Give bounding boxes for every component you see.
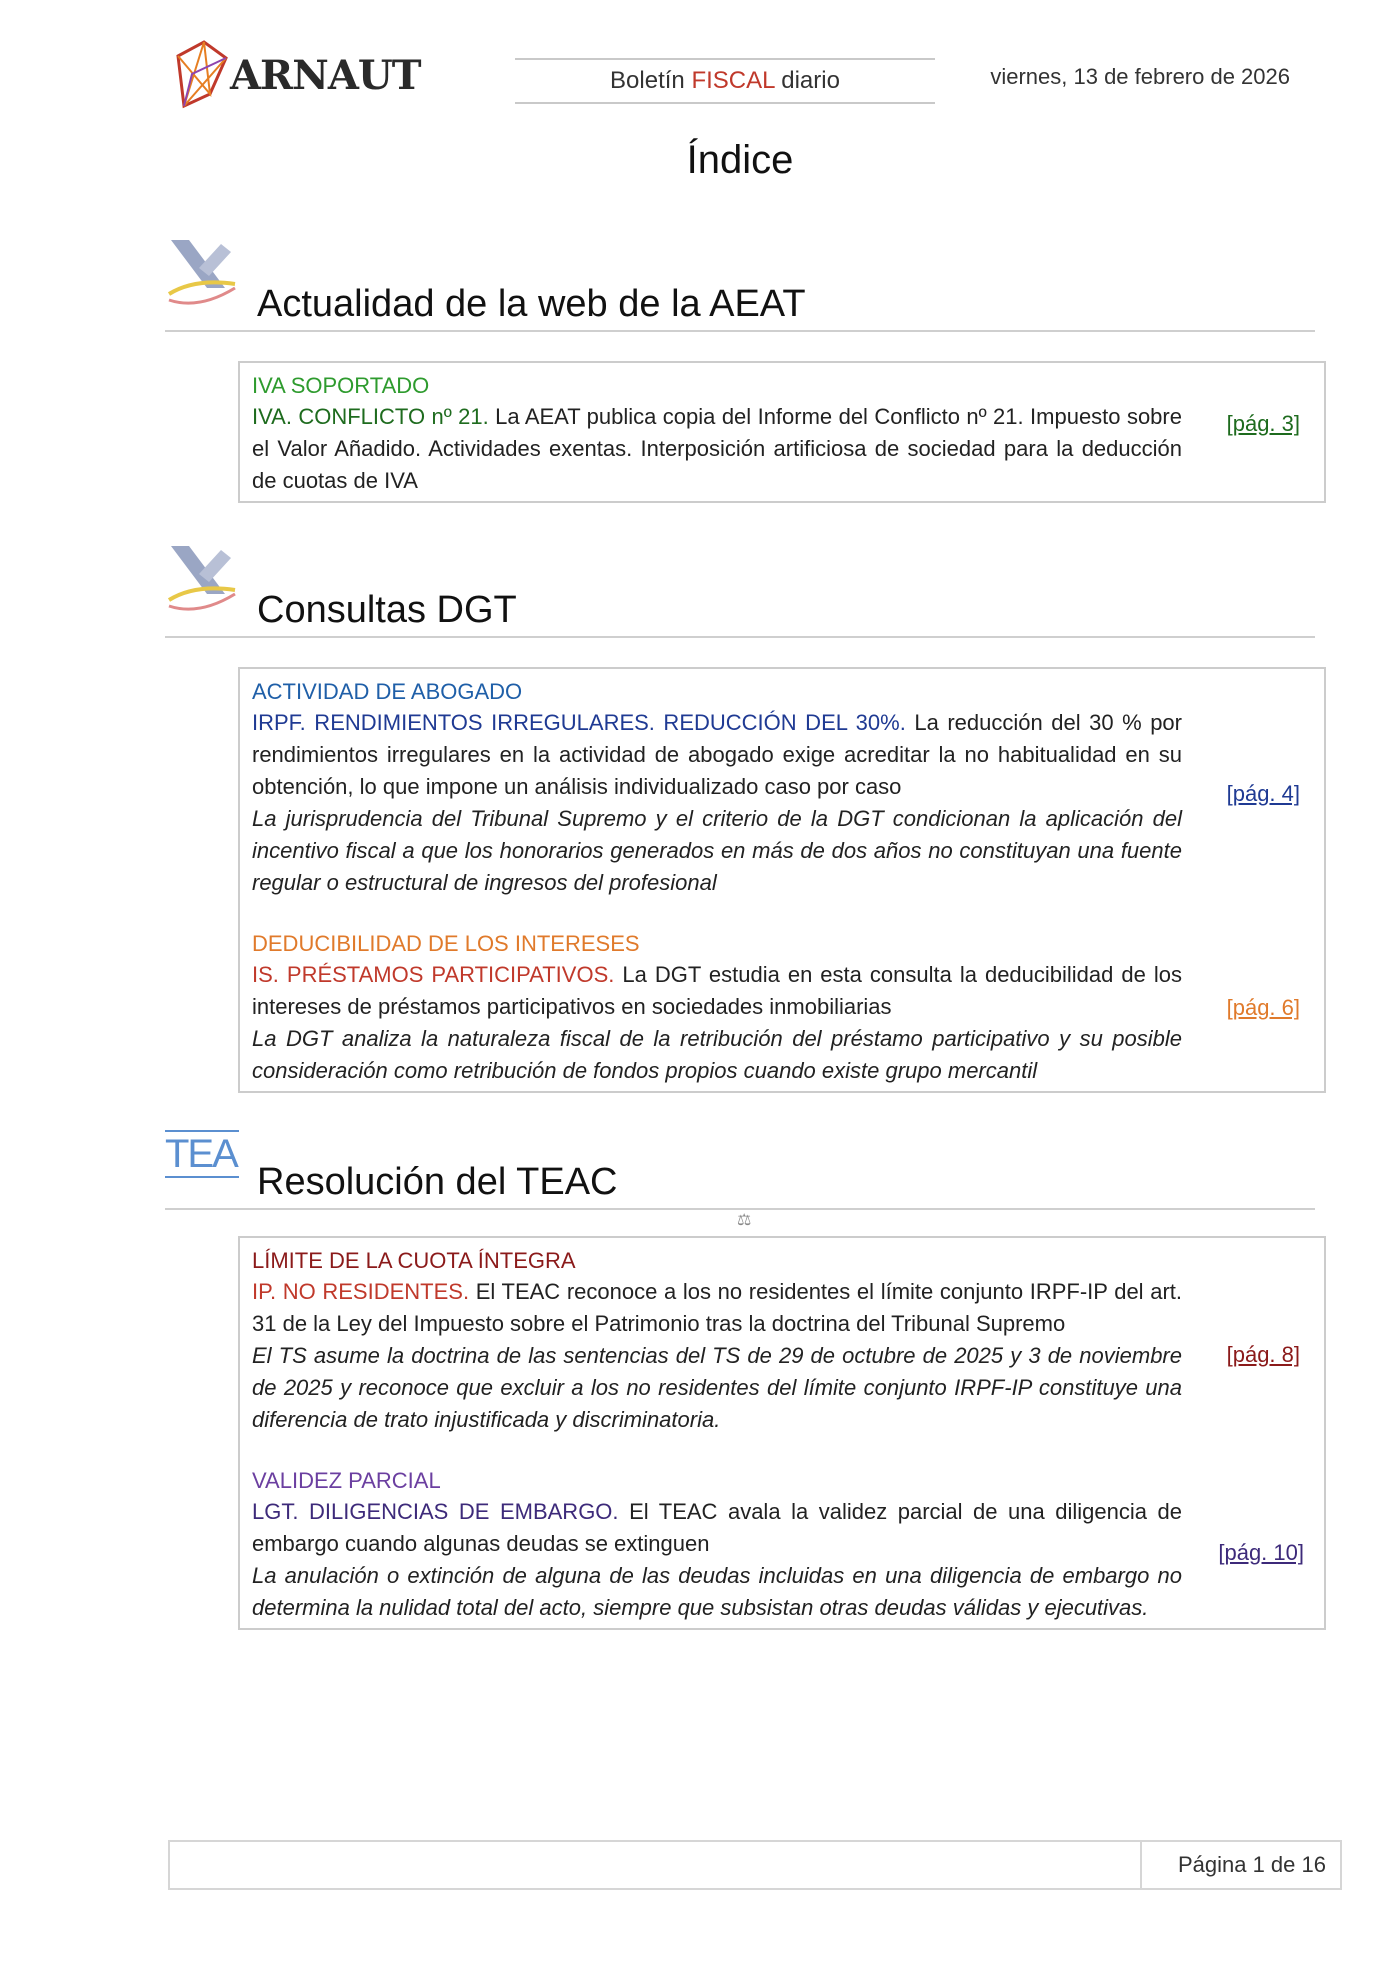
arnaut-emblem-icon [170, 36, 234, 116]
section-heading-aeat [165, 230, 1315, 332]
entry-detail: El TS asume la doctrina de las sentencias del TS de 29 de octubre de 2025 y 3 de noviembre de 2025 y reconoce que excluir a los no residentes del límite conjunto IRPF-IP constituye una diferencia de trato injustificada y discriminatoria. [252, 1343, 1182, 1432]
arnaut-logo [170, 36, 421, 116]
section-title: Actualidad de la web de la AEAT [257, 283, 806, 325]
section-title: Resolución del TEAC [257, 1161, 618, 1203]
entry-headline: IVA. CONFLICTO nº 21. [252, 404, 489, 429]
page-link[interactable]: [pág. 8] [1226, 1342, 1300, 1367]
entry-detail: La anulación o extinción de alguna de las deudas incluidas en una diligencia de embargo no determina la nulidad total del acto, siempre que subsistan otras deudas válidas y ejecutivas. [252, 1563, 1182, 1620]
page-number: Página 1 de 16 [1177, 1852, 1326, 1877]
entry-category: VALIDEZ PARCIAL [252, 1468, 441, 1493]
index-entry [240, 899, 1324, 1091]
scales-icon: ⚖ [737, 1212, 752, 1229]
issue-date: viernes, 13 de febrero de 2026 [990, 64, 1290, 89]
entry-category: LÍMITE DE LA CUOTA ÍNTEGRA [252, 1248, 576, 1273]
section-box-dgt [238, 667, 1326, 1093]
entry-detail: La DGT analiza la naturaleza fiscal de la retribución del préstamo participativo y su posible consideración como retribución de fondos propios cuando existe grupo mercantil [252, 1026, 1182, 1083]
page-link[interactable]: [pág. 4] [1226, 781, 1300, 806]
entry-category: DEDUCIBILIDAD DE LOS INTERESES [252, 931, 640, 956]
aeat-logo-icon [165, 238, 245, 310]
entry-summary: El TEAC reconoce a los no residentes el límite conjunto IRPF-IP del art. 31 de la Ley del Impuesto sobre el Patrimonio tras la doctrina del Tribunal Supremo [252, 1279, 1183, 1336]
section-heading-dgt [165, 536, 1315, 638]
page-footer [168, 1840, 1342, 1890]
index-entry [240, 1436, 1324, 1628]
entry-category: IVA SOPORTADO [252, 373, 430, 398]
entry-summary: La DGT estudia en esta consulta la deducibilidad de los intereses de préstamos participativos en sociedades inmobiliarias [252, 962, 1182, 1019]
index-entry [240, 669, 1324, 899]
index-entry [240, 363, 1324, 501]
tea-logo-icon: TEA [165, 1130, 245, 1182]
entry-summary: La AEAT publica copia del Informe del Conflicto nº 21. Impuesto sobre el Valor Añadido. Actividades exentas. Interposición artificiosa de sociedad para la deducción de cuotas de IVA [252, 404, 1182, 493]
section-title: Consultas DGT [257, 589, 517, 631]
section-heading-teac [165, 1108, 1315, 1210]
page-link[interactable]: [pág. 6] [1226, 995, 1300, 1020]
index-entry [240, 1238, 1324, 1436]
entry-headline: IRPF. RENDIMIENTOS IRREGULARES. REDUCCIÓN DEL 30%. [252, 710, 906, 735]
footer-divider [1140, 1842, 1142, 1888]
entry-summary: El TEAC avala la validez parcial de una diligencia de embargo cuando algunas deudas se extinguen [252, 1499, 1182, 1556]
bulletin-title: Boletín FISCAL diario [515, 58, 935, 104]
entry-headline: IP. NO RESIDENTES. [252, 1279, 470, 1304]
entry-headline: IS. PRÉSTAMOS PARTICIPATIVOS. [252, 962, 615, 987]
entry-category: ACTIVIDAD DE ABOGADO [252, 679, 523, 704]
entry-headline: LGT. DILIGENCIAS DE EMBARGO. [252, 1499, 619, 1524]
brand-wordmark: ARNAUT [230, 52, 421, 99]
aeat-logo-icon [165, 544, 245, 616]
page-link[interactable]: [pág. 3] [1226, 411, 1300, 436]
section-box-aeat [238, 361, 1326, 503]
page-title: Índice [686, 138, 794, 182]
entry-detail: La jurisprudencia del Tribunal Supremo y el criterio de la DGT condicionan la aplicación del incentivo fiscal a que los honorarios generados en más de dos años no constituyan una fuente regular o estructural de ingresos del profesional [252, 806, 1182, 895]
section-box-teac [238, 1236, 1326, 1630]
bulletin-highlight: FISCAL [691, 67, 775, 94]
entry-summary: La reducción del 30 % por rendimientos irregulares en la actividad de abogado exige acreditar la no habitualidad en su obtención, lo que impone un análisis individualizado caso por caso [252, 710, 1182, 799]
page-link[interactable]: [pág. 10] [1218, 1540, 1304, 1565]
